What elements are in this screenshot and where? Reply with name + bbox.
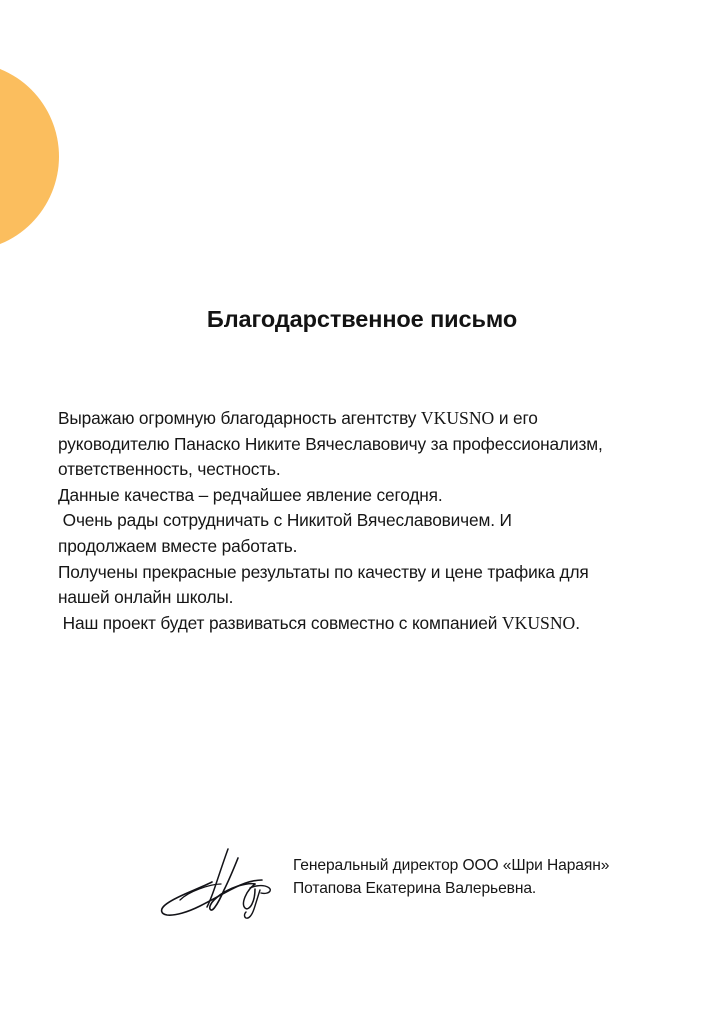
brand-name: VKUSNO xyxy=(501,612,576,633)
signatory-block xyxy=(293,854,609,900)
letter-body-line xyxy=(58,406,673,432)
letter-body-line xyxy=(58,457,673,483)
letter-body xyxy=(58,406,673,636)
letter-body-text: и его xyxy=(494,408,538,428)
letter-body-text: продолжаем вместе работать. xyxy=(58,535,298,556)
letter-body-line xyxy=(58,534,673,560)
brand-name: VKUSNO xyxy=(420,408,495,428)
letter-body-text: Данные качества – редчайшее явление сегодня. xyxy=(58,484,443,505)
page-title: Благодарственное письмо xyxy=(206,306,518,332)
signatory-name: Потапова Екатерина Валерьевна. xyxy=(293,880,537,897)
letter-body-text: руководителю Панаско Никите Вячеславовичу за профессионализм, xyxy=(58,433,603,454)
letter-body-text: Выражаю огромную благодарность агентству xyxy=(58,408,421,428)
letter-body-text: ответственность, честность. xyxy=(58,459,281,480)
orange-circle-decoration xyxy=(0,62,59,251)
letter-body-line xyxy=(58,560,673,586)
letter-body-line xyxy=(58,483,673,509)
letter-body-text: Очень рады сотрудничать с Никитой Вячеславовичем. И xyxy=(58,510,512,531)
signature-area xyxy=(0,840,724,930)
letter-body-line xyxy=(58,585,673,611)
handwritten-signature-icon xyxy=(150,844,280,922)
signatory-role: Генеральный директор ООО «Шри Нараян» xyxy=(293,857,610,874)
letter-body-text: . xyxy=(575,612,580,633)
letter-body-line xyxy=(58,611,673,637)
letter-body-line xyxy=(58,432,673,458)
letter-body-line xyxy=(58,508,673,534)
letter-body-text: нашей онлайн школы. xyxy=(58,587,234,608)
letter-body-text: Наш проект будет развиваться совместно с компанией xyxy=(58,612,502,633)
letter-body-text: Получены прекрасные результаты по качеству и цене трафика для xyxy=(58,561,589,582)
